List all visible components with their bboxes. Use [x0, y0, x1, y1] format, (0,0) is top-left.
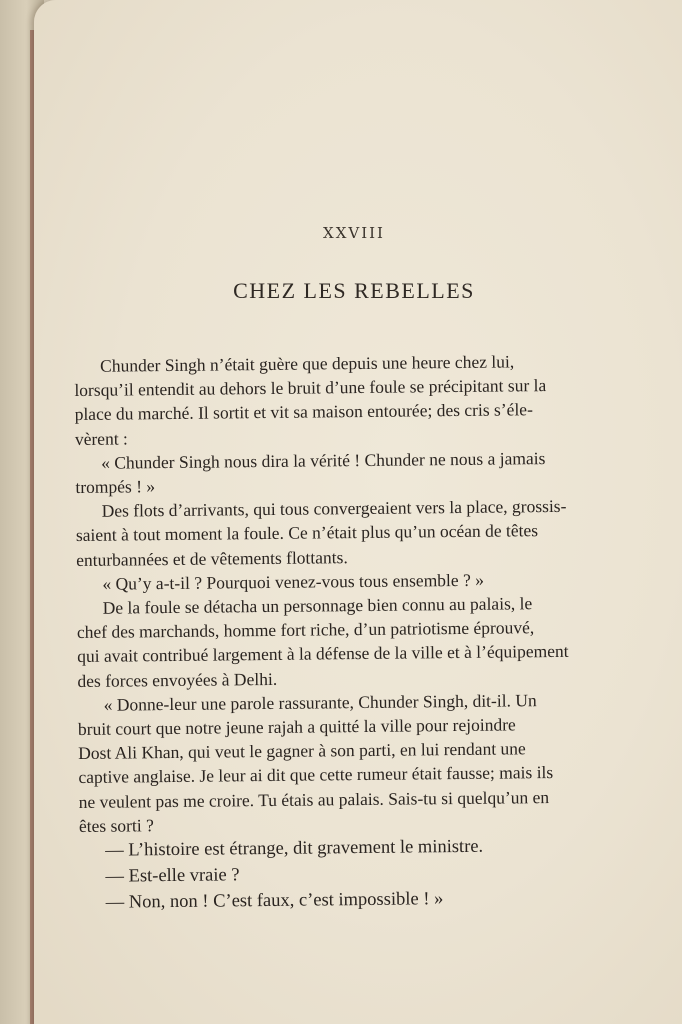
text-line: Des flots d’arrivants, qui tous convergeaient vers la place, grossis- — [101, 496, 567, 521]
paragraph — [78, 687, 639, 838]
chapter-title: CHEZ LES REBELLES — [233, 278, 475, 303]
text-line: des forces envoyées à Delhi. — [77, 668, 278, 691]
paragraph — [75, 445, 635, 499]
chapter-body — [74, 348, 640, 916]
dialogue-line: — Non, non ! C’est faux, c’est impossible ! » — [105, 889, 444, 913]
text-line: lorsqu’il entendit au dehors le bruit d’une foule se précipitant sur la — [74, 375, 547, 401]
text-line: Dost Ali Khan, qui veut le gagner à son parti, en lui rendant une — [78, 738, 526, 764]
text-line: « Chunder Singh nous dira la vérité ! Chunder ne nous a jamais — [101, 447, 546, 473]
text-line: bruit court que notre jeune rajah a quitté la ville pour rejoindre — [77, 714, 516, 740]
dialogue-line: — Est-elle vraie ? — [105, 865, 240, 887]
text-line: place du marché. Il sortit et vit sa maison entourée; des cris s’éle- — [74, 399, 533, 425]
text-line: « Qu’y a-t-il ? Pourquoi venez-vous tous ensemble ? » — [102, 569, 485, 594]
chapter-number: XXVIII — [323, 224, 385, 242]
paragraph — [77, 590, 638, 693]
text-line: « Donne-leur une parole rassurante, Chunder Singh, dit-il. Un — [103, 690, 537, 715]
text-line: enturbannées et de vêtements flottants. — [76, 546, 348, 570]
paragraph — [74, 348, 635, 451]
text-line: Chunder Singh n’était guère que depuis une heure chez lui, — [100, 351, 515, 376]
text-line: ne veulent pas me croire. Tu étais au palais. Sais-tu si quelqu’un en — [78, 786, 550, 812]
text-line: êtes sorti ? — [78, 815, 154, 836]
text-line: chef des marchands, homme fort riche, d’un patriotisme éprouvé, — [76, 617, 535, 643]
text-line: trompés ! » — [75, 476, 156, 498]
text-line: captive anglaise. Je leur ai dit que cette rumeur était fausse; mais ils — [78, 762, 554, 788]
paragraph — [76, 493, 637, 571]
text-line: saient à tout moment la foule. Ce n’était plus qu’un océan de têtes — [75, 520, 539, 546]
book-page — [34, 0, 682, 1024]
paragraph — [79, 832, 640, 916]
text-line: qui avait contribué largement à la défense de la ville et à l’équipement — [77, 641, 569, 667]
text-line: De la foule se détacha un personnage bien connu au palais, le — [102, 593, 533, 618]
dialogue-line: — L’histoire est étrange, dit gravement le ministre. — [105, 836, 484, 861]
text-line: vèrent : — [74, 428, 128, 449]
